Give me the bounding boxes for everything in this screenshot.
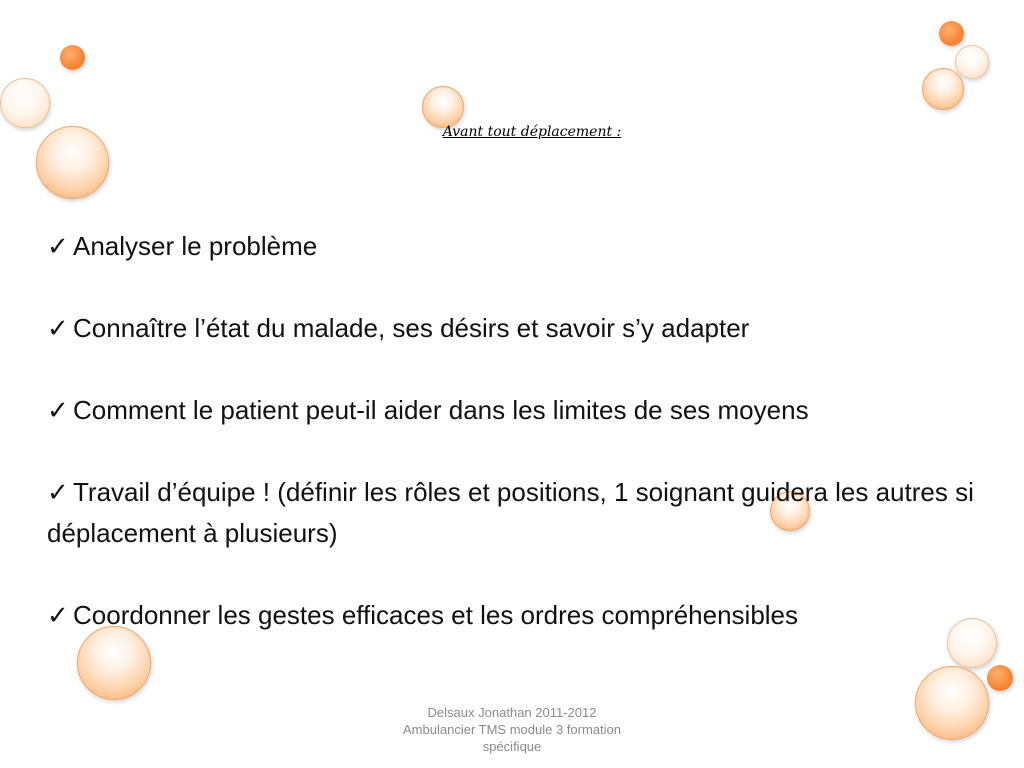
bullet-list: [47, 226, 997, 677]
checkmark-icon: ✓: [47, 600, 69, 630]
footer-line: Delsaux Jonathan 2011-2012: [427, 705, 597, 720]
decor-bubble: [955, 45, 989, 79]
footer-line: spécifique: [482, 739, 542, 754]
bullet-text: Coordonner les gestes efficaces et les ordres compréhensibles: [73, 600, 799, 630]
footer-line: Ambulancier TMS module 3 formation: [403, 722, 621, 737]
slide-footer: [352, 704, 672, 755]
checkmark-icon: ✓: [47, 477, 69, 507]
decor-bubble: [422, 86, 464, 128]
decor-bubble: [922, 68, 964, 110]
decor-bubble: [915, 666, 989, 740]
bullet-item: [47, 472, 997, 554]
bullet-item: [47, 226, 997, 267]
slide-title: Avant tout déplacement :: [442, 124, 622, 140]
checkmark-icon: ✓: [47, 313, 69, 343]
bullet-item: [47, 390, 997, 431]
decor-bubble: [0, 78, 50, 128]
decor-bubble-dot: [60, 45, 85, 70]
bullet-text: Comment le patient peut-il aider dans les limites de ses moyens: [73, 395, 809, 425]
bullet-item: [47, 595, 997, 636]
checkmark-icon: ✓: [47, 395, 69, 425]
bullet-item: [47, 308, 997, 349]
decor-bubble-dot: [939, 21, 964, 46]
bullet-text: Analyser le problème: [73, 231, 318, 261]
checkmark-icon: ✓: [47, 231, 69, 261]
bullet-text: Travail d’équipe ! (définir les rôles et positions, 1 soignant guidera les autres si déplacement à plusieurs): [47, 477, 974, 548]
bullet-text: Connaître l’état du malade, ses désirs et savoir s’y adapter: [73, 313, 750, 343]
